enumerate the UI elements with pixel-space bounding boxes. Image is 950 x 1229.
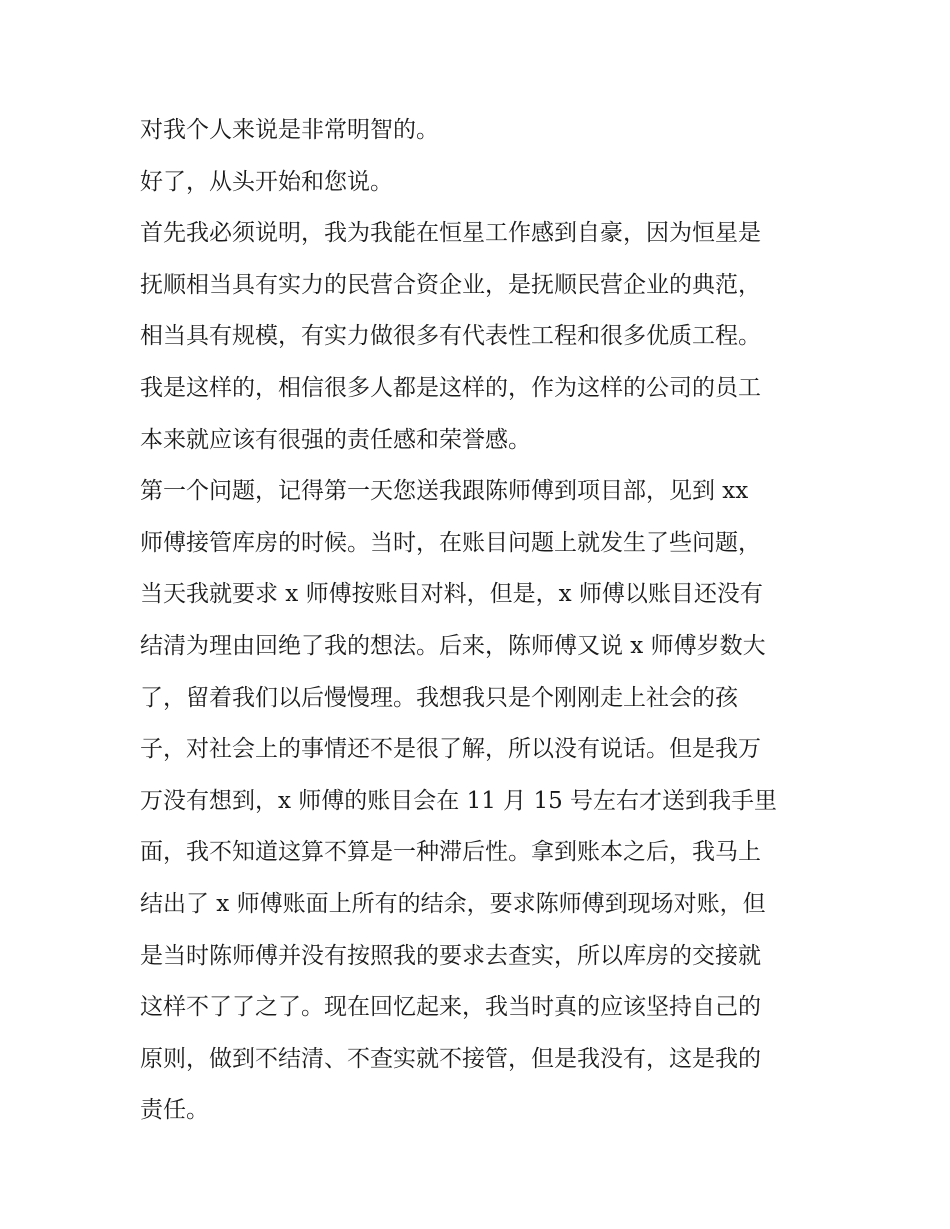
text-line: 万没有想到，x 师傅的账目会在 11 月 15 号左右才送到我手里 [140,787,778,814]
text-line: 这样不了了之了。现在回忆起来，我当时真的应该坚持自己的 [140,994,761,1021]
text-line: 了，留着我们以后慢慢理。我想我只是个刚刚走上社会的孩 [140,684,738,711]
text-line: 我是这样的，相信很多人都是这样的，作为这样的公司的员工 [140,374,761,401]
text-line: 结清为理由回绝了我的想法。后来，陈师傅又说 x 师傅岁数大 [140,632,766,659]
text-line: 第一个问题，记得第一天您送我跟陈师傅到项目部，见到 xx [140,478,749,505]
text-line: 当天我就要求 x 师傅按账目对料，但是，x 师傅以账目还没有 [140,581,763,608]
document-body [140,105,820,1137]
text-line: 子，对社会上的事情还不是很了解，所以没有说话。但是我万 [140,736,761,763]
text-line: 相当具有规模，有实力做很多有代表性工程和很多优质工程。 [140,323,761,350]
text-line: 结出了 x 师傅账面上所有的结余，要求陈师傅到现场对账，但 [140,890,766,917]
text-line: 抚顺相当具有实力的民营合资企业，是抚顺民营企业的典范， [140,271,761,298]
text-line: 责任。 [140,1097,209,1124]
text-line: 是当时陈师傅并没有按照我的要求去查实，所以库房的交接就 [140,942,761,969]
text-line: 本来就应该有很强的责任感和荣誉感。 [140,426,531,453]
text-line: 原则，做到不结清、不查实就不接管，但是我没有，这是我的 [140,1045,761,1072]
text-line: 面，我不知道这算不算是一种滞后性。拿到账本之后，我马上 [140,839,761,866]
text-line: 首先我必须说明，我为我能在恒星工作感到自豪，因为恒星是 [140,220,761,247]
text-line: 师傅接管库房的时候。当时，在账目问题上就发生了些问题， [140,529,761,556]
text-line: 好了，从头开始和您说。 [140,168,393,195]
text-line: 对我个人来说是非常明智的。 [140,117,439,143]
